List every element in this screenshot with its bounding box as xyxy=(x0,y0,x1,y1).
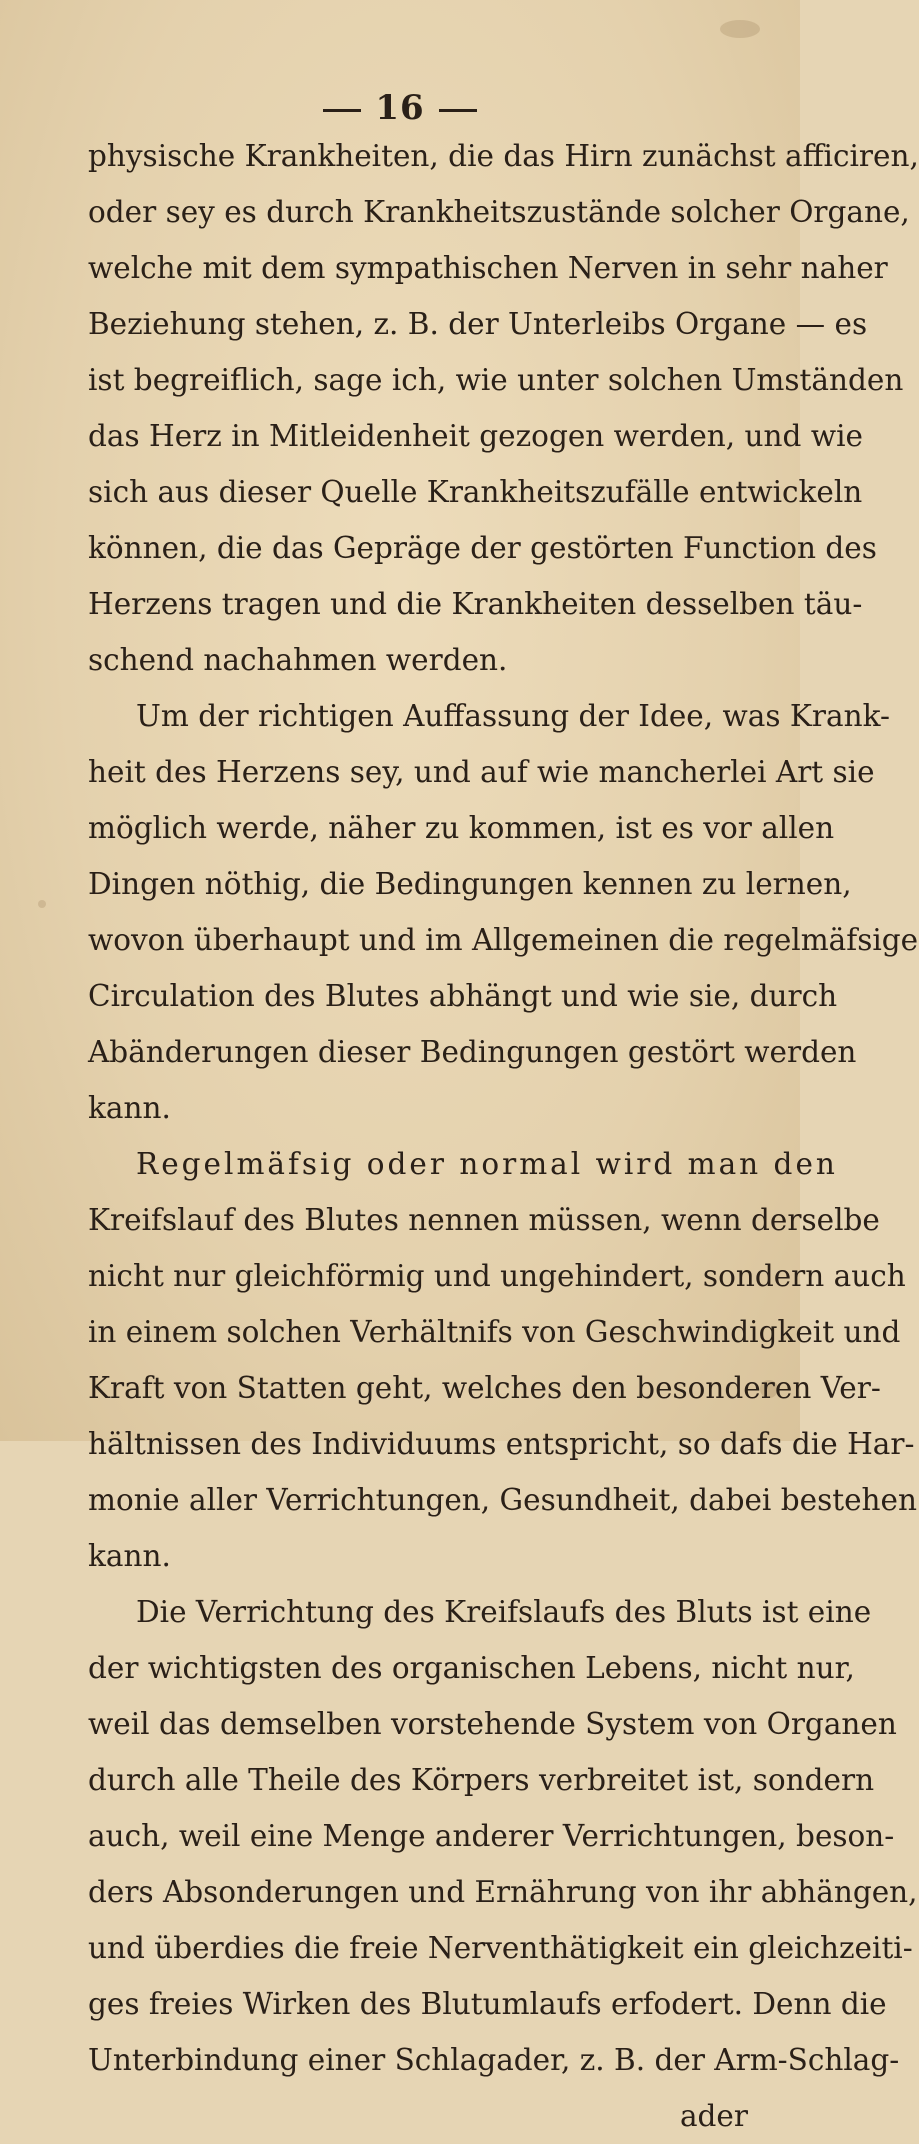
text-line: ist begreiflich, sage ich, wie unter solchen Umständen xyxy=(88,363,904,397)
text-line: durch alle Theile des Körpers verbreitet ist, sondern xyxy=(88,1763,875,1797)
text-line: Dingen nöthig, die Bedingungen kennen zu lernen, xyxy=(88,867,852,901)
text-line: heit des Herzens sey, und auf wie mancherlei Art sie xyxy=(88,755,875,789)
text-line: Abänderungen dieser Bedingungen gestört werden xyxy=(88,1035,857,1069)
text-line: Beziehung stehen, z. B. der Unterleibs Organe — es xyxy=(88,307,868,341)
page-header xyxy=(0,88,800,128)
text-line: kann. xyxy=(88,1539,171,1573)
text-line: Herzens tragen und die Krankheiten desselben täu- xyxy=(88,587,863,621)
text-line: der wichtigsten des organischen Lebens, nicht nur, xyxy=(88,1651,855,1685)
paper-stain xyxy=(720,20,760,38)
header-dash-right xyxy=(439,109,477,112)
text-line: Kreifslauf des Blutes nennen müssen, wenn derselbe xyxy=(88,1203,880,1237)
catchword: ader xyxy=(679,2099,748,2133)
text-line: ders Absonderungen und Ernährung von ihr abhängen, xyxy=(88,1875,918,1909)
text-line: monie aller Verrichtungen, Gesundheit, dabei bestehen xyxy=(88,1483,917,1517)
text-line: oder sey es durch Krankheitszustände solcher Organe, xyxy=(88,195,910,229)
text-line: ges freies Wirken des Blutumlaufs erfodert. Denn die xyxy=(88,1987,887,2021)
text-line: Circulation des Blutes abhängt und wie sie, durch xyxy=(88,979,838,1013)
text-line: sich aus dieser Quelle Krankheitszufälle entwickeln xyxy=(88,475,863,509)
text-line: können, die das Gepräge der gestörten Function des xyxy=(88,531,877,565)
text-line: weil das demselben vorstehende System von Organen xyxy=(88,1707,897,1741)
text-line: und überdies die freie Nerventhätigkeit ein gleichzeiti- xyxy=(88,1931,913,1965)
text-line: Unterbindung einer Schlagader, z. B. der Arm-Schlag- xyxy=(88,2043,900,2077)
page-number: 16 xyxy=(375,88,425,128)
paragraph-start: Regelmäfsig oder normal wird man den xyxy=(136,1147,838,1181)
paragraph-start: Um der richtigen Auffassung der Idee, was Krank- xyxy=(136,699,890,733)
paragraph-start: Die Verrichtung des Kreifslaufs des Bluts ist eine xyxy=(136,1595,872,1629)
text-line: schend nachahmen werden. xyxy=(88,643,508,677)
text-line: physische Krankheiten, die das Hirn zunächst afficiren, xyxy=(88,139,919,173)
text-line: in einem solchen Verhältnifs von Geschwindigkeit und xyxy=(88,1315,901,1349)
body-text xyxy=(88,128,919,2144)
text-line: das Herz in Mitleidenheit gezogen werden, und wie xyxy=(88,419,863,453)
text-line: kann. xyxy=(88,1091,171,1125)
text-line: wovon überhaupt und im Allgemeinen die regelmäfsige xyxy=(88,923,919,957)
text-line: welche mit dem sympathischen Nerven in sehr naher xyxy=(88,251,888,285)
paper-stain xyxy=(38,900,46,908)
text-line: hältnissen des Individuums entspricht, so dafs die Har- xyxy=(88,1427,915,1461)
header-dash-left xyxy=(323,109,361,112)
text-line: auch, weil eine Menge anderer Verrichtungen, beson- xyxy=(88,1819,895,1853)
text-line: Kraft von Statten geht, welches den besonderen Ver- xyxy=(88,1371,881,1405)
text-line: möglich werde, näher zu kommen, ist es vor allen xyxy=(88,811,835,845)
text-line: nicht nur gleichförmig und ungehindert, sondern auch xyxy=(88,1259,906,1293)
